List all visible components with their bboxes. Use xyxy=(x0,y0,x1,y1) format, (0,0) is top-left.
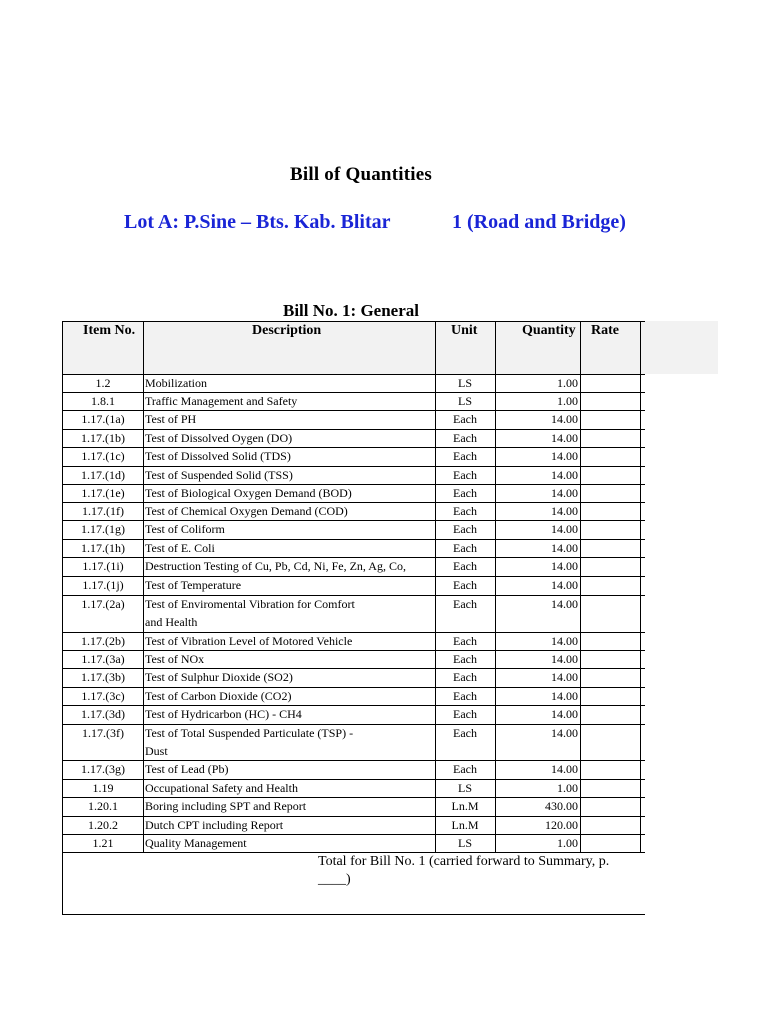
unit-cell: Each xyxy=(453,597,477,611)
item-no-cell: 1.17.(3b) xyxy=(81,670,125,684)
quantity-cell: 14.00 xyxy=(551,634,578,648)
description-cell-continued: and Health xyxy=(145,615,198,629)
table-rule xyxy=(62,705,645,706)
table-rule xyxy=(62,374,645,375)
unit-cell: Each xyxy=(453,634,477,648)
description-cell: Mobilization xyxy=(145,376,207,390)
unit-cell: Each xyxy=(453,726,477,740)
table-rule xyxy=(62,650,645,651)
table-rule xyxy=(62,502,645,503)
description-cell: Test of Vibration Level of Motored Vehicle xyxy=(145,634,353,648)
quantity-cell: 14.00 xyxy=(551,504,578,518)
quantity-cell: 14.00 xyxy=(551,449,578,463)
table-rule xyxy=(62,576,645,577)
unit-cell: Each xyxy=(453,762,477,776)
table-rule xyxy=(640,321,641,852)
description-cell: Dutch CPT including Report xyxy=(145,818,284,832)
header-item-no: Item No. xyxy=(83,323,136,338)
quantity-cell: 120.00 xyxy=(545,818,578,832)
table-rule xyxy=(62,447,645,448)
quantity-cell: 430.00 xyxy=(545,799,578,813)
table-rule xyxy=(143,321,144,852)
header-unit: Unit xyxy=(451,323,478,338)
quantity-cell: 14.00 xyxy=(551,412,578,426)
description-cell: Test of Carbon Dioxide (CO2) xyxy=(145,689,292,703)
item-no-cell: 1.17.(3a) xyxy=(81,652,125,666)
description-cell: Test of Chemical Oxygen Demand (COD) xyxy=(145,504,348,518)
unit-cell: Each xyxy=(453,707,477,721)
table-rule xyxy=(62,724,645,725)
description-cell: Test of Hydricarbon (HC) - CH4 xyxy=(145,707,302,721)
unit-cell: Each xyxy=(453,504,477,518)
description-cell: Test of Suspended Solid (TSS) xyxy=(145,468,293,482)
item-no-cell: 1.21 xyxy=(92,836,114,850)
item-no-cell: 1.17.(1j) xyxy=(82,578,124,592)
quantity-cell: 14.00 xyxy=(551,597,578,611)
table-rule xyxy=(62,595,645,596)
table-rule xyxy=(62,914,645,915)
item-no-cell: 1.17.(3g) xyxy=(81,762,125,776)
quantity-cell: 14.00 xyxy=(551,652,578,666)
table-rule xyxy=(62,797,645,798)
table-rule xyxy=(62,484,645,485)
table-rule xyxy=(62,760,645,761)
table-rule xyxy=(62,539,645,540)
description-cell: Test of PH xyxy=(145,412,197,426)
unit-cell: Each xyxy=(453,449,477,463)
description-cell: Test of Enviromental Vibration for Comfort xyxy=(145,597,355,611)
unit-cell: Ln.M xyxy=(451,818,479,832)
table-rule xyxy=(62,834,645,835)
item-no-cell: 1.17.(2a) xyxy=(81,597,125,611)
description-cell: Test of Coliform xyxy=(145,522,225,536)
item-no-cell: 1.20.2 xyxy=(88,818,118,832)
description-cell: Test of Lead (Pb) xyxy=(145,762,229,776)
table-rule xyxy=(62,668,645,669)
table-rule xyxy=(62,410,645,411)
item-no-cell: 1.17.(1f) xyxy=(82,504,124,518)
quantity-cell: 14.00 xyxy=(551,486,578,500)
unit-cell: LS xyxy=(457,376,472,390)
table-rule xyxy=(62,557,645,558)
item-no-cell: 1.17.(1g) xyxy=(81,522,125,536)
unit-cell: Each xyxy=(453,486,477,500)
unit-cell: LS xyxy=(457,394,472,408)
unit-cell: Ln.M xyxy=(451,799,479,813)
description-cell: Traffic Management and Safety xyxy=(145,394,298,408)
unit-cell: Each xyxy=(453,559,477,573)
quantity-cell: 14.00 xyxy=(551,670,578,684)
item-no-cell: 1.17.(1c) xyxy=(81,449,125,463)
unit-cell: Each xyxy=(453,689,477,703)
header-description: Description xyxy=(252,323,322,338)
description-cell: Test of Dissolved Oygen (DO) xyxy=(145,431,293,445)
unit-cell: Each xyxy=(453,578,477,592)
item-no-cell: 1.17.(3c) xyxy=(81,689,125,703)
header-rate: Rate xyxy=(591,323,619,338)
lot-subtitle: 1 (Road and Bridge) xyxy=(452,211,626,233)
quantity-cell: 14.00 xyxy=(551,541,578,555)
quantity-cell: 14.00 xyxy=(551,468,578,482)
quantity-cell: 14.00 xyxy=(551,578,578,592)
total-label: Total for Bill No. 1 (carried forward to Summary, p. ____) xyxy=(318,854,610,887)
item-no-cell: 1.2 xyxy=(95,376,111,390)
quantity-cell: 14.00 xyxy=(551,689,578,703)
table-rule xyxy=(62,816,645,817)
description-cell: Test of Dissolved Solid (TDS) xyxy=(145,449,291,463)
item-no-cell: 1.17.(1b) xyxy=(81,431,125,445)
item-no-cell: 1.20.1 xyxy=(88,799,118,813)
description-cell: Test of E. Coli xyxy=(145,541,215,555)
item-no-cell: 1.17.(1e) xyxy=(81,486,125,500)
quantity-cell: 14.00 xyxy=(551,522,578,536)
table-rule xyxy=(62,466,645,467)
item-no-cell: 1.8.1 xyxy=(91,394,115,408)
table-rule xyxy=(62,687,645,688)
quantity-cell: 14.00 xyxy=(551,762,578,776)
description-cell: Destruction Testing of Cu, Pb, Cd, Ni, Fe, Zn, Ag, Co, xyxy=(145,559,406,573)
description-cell-continued: Dust xyxy=(145,744,168,758)
quantity-cell: 1.00 xyxy=(557,394,578,408)
quantity-cell: 14.00 xyxy=(551,726,578,740)
unit-cell: Each xyxy=(453,652,477,666)
unit-cell: Each xyxy=(453,670,477,684)
quantity-cell: 1.00 xyxy=(557,781,578,795)
item-no-cell: 1.19 xyxy=(92,781,114,795)
description-cell: Boring including SPT and Report xyxy=(145,799,307,813)
item-no-cell: 1.17.(1d) xyxy=(81,468,125,482)
table-rule xyxy=(62,779,645,780)
unit-cell: LS xyxy=(457,836,472,850)
description-cell: Test of Total Suspended Particulate (TSP) - xyxy=(145,726,354,740)
table-rule xyxy=(580,321,581,852)
quantity-cell: 14.00 xyxy=(551,431,578,445)
unit-cell: LS xyxy=(457,781,472,795)
description-cell: Test of NOx xyxy=(145,652,205,666)
unit-cell: Each xyxy=(453,431,477,445)
table-rule xyxy=(62,321,645,322)
item-no-cell: 1.17.(1i) xyxy=(82,559,124,573)
item-no-cell: 1.17.(2b) xyxy=(81,634,125,648)
quantity-cell: 1.00 xyxy=(557,836,578,850)
unit-cell: Each xyxy=(453,541,477,555)
table-rule xyxy=(62,392,645,393)
item-no-cell: 1.17.(1h) xyxy=(81,541,125,555)
unit-cell: Each xyxy=(453,412,477,426)
quantity-cell: 14.00 xyxy=(551,559,578,573)
description-cell: Occupational Safety and Health xyxy=(145,781,298,795)
table-rule xyxy=(62,520,645,521)
unit-cell: Each xyxy=(453,522,477,536)
lot-title: Lot A: P.Sine – Bts. Kab. Blitar xyxy=(124,211,391,233)
quantity-cell: 1.00 xyxy=(557,376,578,390)
table-rule xyxy=(62,429,645,430)
description-cell: Test of Sulphur Dioxide (SO2) xyxy=(145,670,293,684)
quantity-cell: 14.00 xyxy=(551,707,578,721)
unit-cell: Each xyxy=(453,468,477,482)
item-no-cell: 1.17.(1a) xyxy=(81,412,125,426)
description-cell: Quality Management xyxy=(145,836,247,850)
item-no-cell: 1.17.(3f) xyxy=(82,726,124,740)
description-cell: Test of Temperature xyxy=(145,578,242,592)
description-cell: Test of Biological Oxygen Demand (BOD) xyxy=(145,486,352,500)
table-rule xyxy=(62,632,645,633)
item-no-cell: 1.17.(3d) xyxy=(81,707,125,721)
bill-title: Bill No. 1: General xyxy=(283,301,419,320)
document-title: Bill of Quantities xyxy=(290,164,432,185)
header-quantity: Quantity xyxy=(522,323,576,338)
